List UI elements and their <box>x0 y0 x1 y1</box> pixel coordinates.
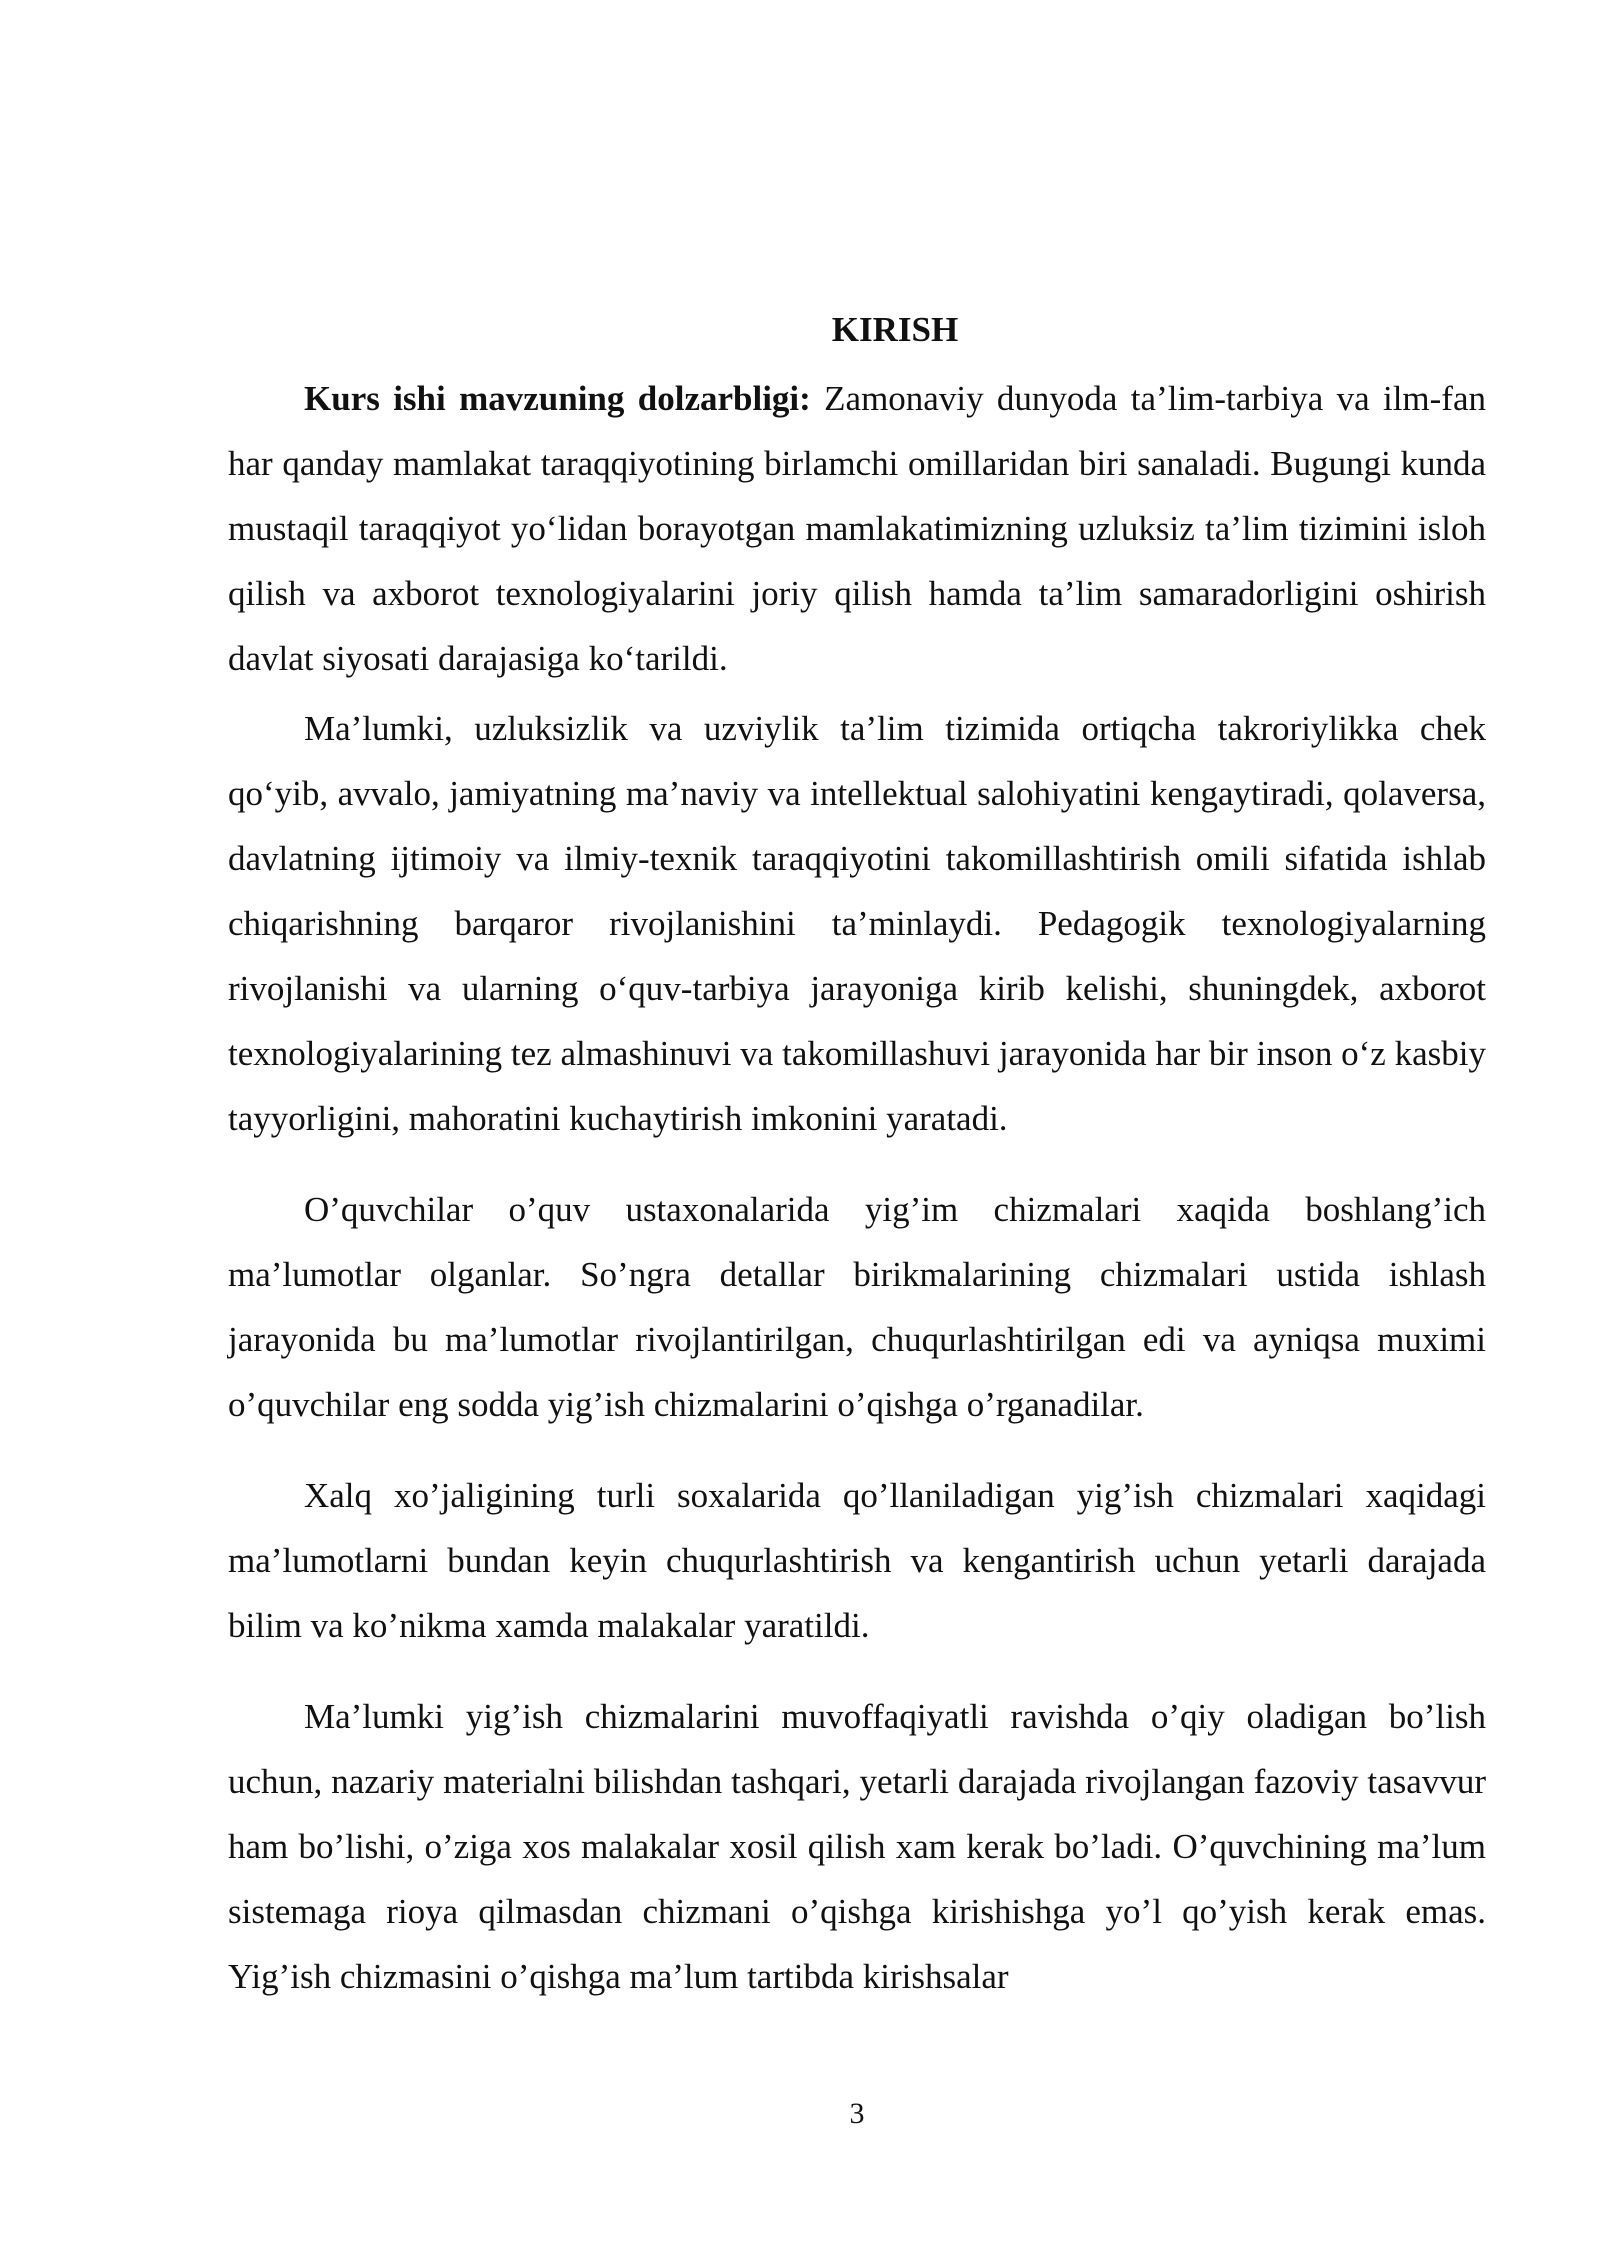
paragraph-workshops: O’quvchilar o’quv ustaxonalarida yig’im chizmalari xaqida boshlang’ich ma’lumotlar olganlar. So’ngra detallar birikmalarining chizmalari ustida ishlash jarayonida bu ma’lumotlar rivojlantirilgan, chuqurlashtirilgan edi va ayniqsa muximi o’quvchilar eng sodda yig’ish chizmalarini o’qishga o’rganadilar. <box>228 1190 1486 1424</box>
paragraph-economy: Xalq xo’jaligining turli soxalarida qo’llaniladigan yig’ish chizmalari xaqidagi ma’lumotlarni bundan keyin chuqurlashtirish va kengantirish uchun yetarli darajada bilim va ko’nikma xamda malakalar yaratildi. <box>228 1476 1486 1645</box>
paragraph-continuity: Ma’lumki, uzluksizlik va uzviylik ta’lim tizimida ortiqcha takroriylikka chek qo‘yib, avvalo, jamiyatning ma’naviy va intellektual salohiyatini kengaytiradi, qolaversa, davlatning ijtimoiy va ilmiy-texnik taraqqiyotini takomillashtirish omili sifatida ishlab chiqarishning barqaror rivojlanishini ta’minlaydi. Pedagogik texnologiyalarning rivojlanishi va ularning o‘quv-tarbiya jarayoniga kirib kelishi, shuningdek, axborot texnologiyalarining tez almashinuvi va takomillashuvi jarayonida har bir inson o‘z kasbiy tayyorligini, mahoratini kuchaytirish imkonini yaratadi. <box>228 709 1486 1138</box>
paragraph-lead: Kurs ishi mavzuning dolzarbligi: <box>304 379 811 418</box>
paragraph-reading-drawings: Ma’lumki yig’ish chizmalarini muvoffaqiyatli ravishda o’qiy oladigan bo’lish uchun, nazariy materialni bilishdan tashqari, yetarli darajada rivojlangan fazoviy tasavvur ham bo’lishi, o’ziga xos malakalar xosil qilish xam kerak bo’ladi. O’quvchining ma’lum sistemaga rioya qilmasdan chizmani o’qishga kirishishga yo’l qo’yish kerak emas. Yig’ish chizmasini o’qishga ma’lum tartibda kirishsalar <box>228 1697 1486 1996</box>
page-content <box>228 300 1486 2009</box>
paragraph-text: Zamonaviy dunyoda ta’lim-tarbiya va ilm-fan har qanday mamlakat taraqqiyotining birlamchi omillaridan biri sanaladi. Bugungi kunda mustaqil taraqqiyot yo‘lidan borayotgan mamlakatimizning uzluksiz ta’lim tizimini isloh qilish va axborot texnologiyalarini joriy qilish hamda ta’lim samaradorligini oshirish davlat siyosati darajasiga ko‘tarildi. <box>228 379 1486 678</box>
page-number: 3 <box>849 2097 865 2130</box>
paragraph-relevance <box>228 366 1486 691</box>
page-title: KIRISH <box>831 310 959 349</box>
